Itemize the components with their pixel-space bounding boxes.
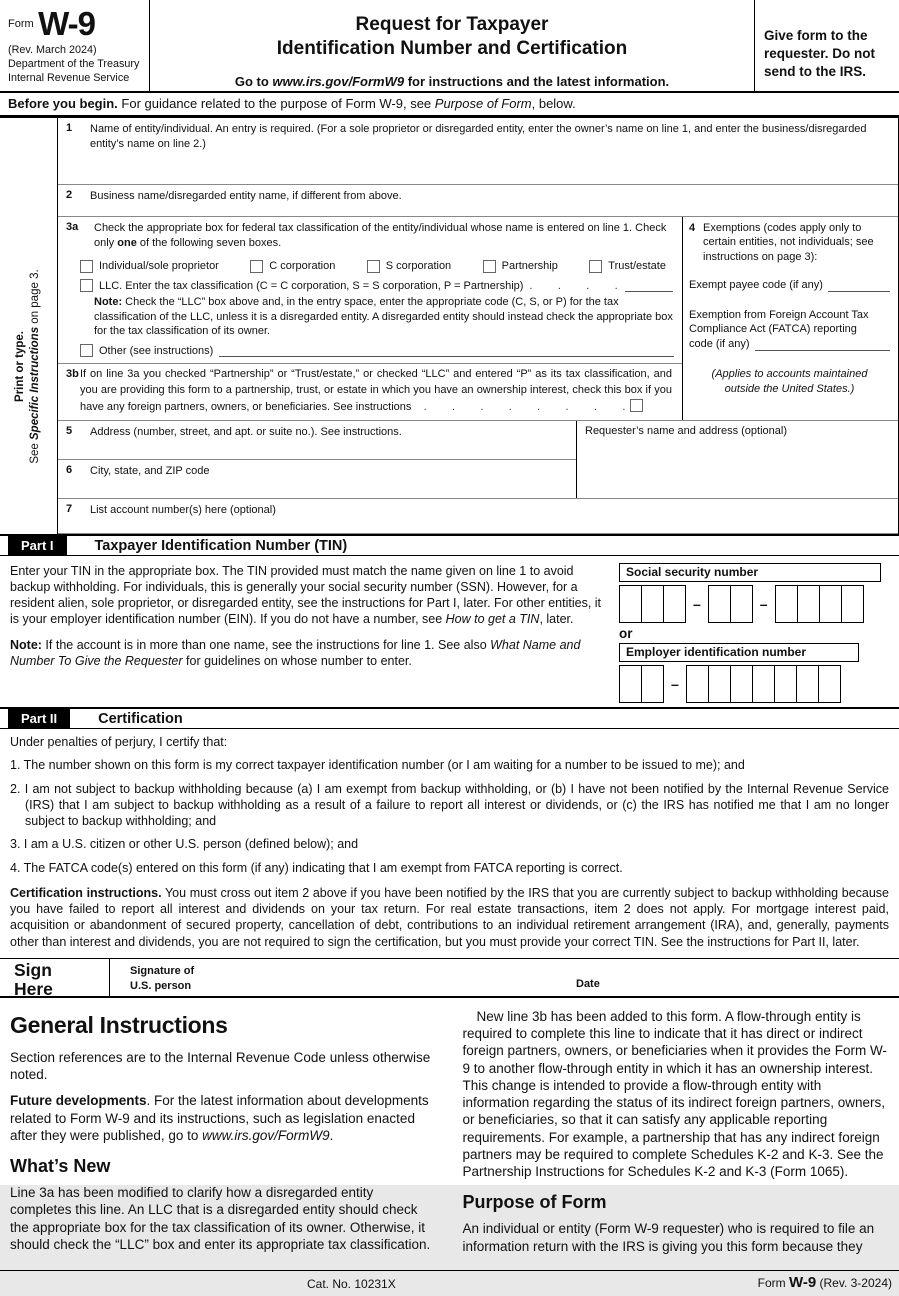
signature-section [0,958,899,998]
ein-cell-2[interactable] [641,665,664,703]
instructions-left-column [10,1008,437,1264]
ein-cell-9[interactable] [818,665,841,703]
option-c-corporation: C corporation [250,260,335,273]
requester-label: Requester’s name and address (optional) [585,425,787,438]
section-references-para: Section references are to the Internal Revenue Code unless otherwise noted. [10,1049,431,1083]
field-row-2 [58,185,898,217]
certification-item-4: 4. The FATCA code(s) entered on this form (if any) indicating that I am exempt from FATCA reporting is correct. [10,860,623,875]
llc-dot-leader: . . . . [529,279,619,292]
line3b-dot-leader: . . . . . . . . [411,401,627,414]
part1-content [0,556,899,707]
ssn-input-row [619,585,895,623]
sidebar-line2: See Specific Instructions on page 3. [29,269,42,464]
catalog-number: Cat. No. 10231X [307,1276,396,1291]
llc-note: Note: Check the “LLC” box above and, in the entry space, enter the appropriate code (C, S, or P) for the tax classification of the LLC, unless it is a disregarded entity. A disregarded entity should instead check the appropriate box for the tax classification of its owner. [94,295,673,338]
ein-cell-6[interactable] [752,665,775,703]
checkbox-partnership[interactable] [483,260,496,273]
tin-instructions: Enter your TIN in the appropriate box. The TIN provided must match the name given on line 1 to avoid backup withholding. For individuals, this is generally your social security number (SSN). However, for a resident alien, sole proprietor, or disregarded entity, see the instructions for Part I, later. For other entities, it is your employer identification number (EIN). If you do not have a number, see How to get a TIN, later. [10,564,602,627]
sidebar-line1: Print or type. [14,331,26,402]
option-other [80,344,674,357]
ssn-cell-4[interactable] [708,585,731,623]
field-row-1 [58,118,898,185]
line2-input[interactable] [98,198,890,214]
department-line2: Internal Revenue Service [8,72,130,85]
exemptions-label: Exemptions (codes apply only to certain entities, not individuals; see instructions on page 3): [703,222,874,263]
ssn-cell-6[interactable] [775,585,798,623]
ein-cell-5[interactable] [730,665,753,703]
fatca-code-entry[interactable] [755,339,890,351]
checkbox-c-corporation[interactable] [250,260,263,273]
sign-here-label: Sign Here [0,959,110,996]
ssn-cell-3[interactable] [663,585,686,623]
requester-box [577,421,898,498]
line3b-label: If on line 3a you checked “Partnership” or “Trust/estate,” or checked “LLC” and entered “P” as its tax classification, and you are providing this form to a partnership, trust, or estate in which you have an ownership interest, check this box if you have any foreign partners, owners, or beneficiaries. See instructions . . . . . . . . [80,368,672,414]
line7-input[interactable] [98,515,890,531]
field-row-7 [58,499,898,534]
line5-number: 5 [66,425,73,438]
line3b-number: 3b [66,368,79,381]
ssn-cell-5[interactable] [730,585,753,623]
instructions-right-column [463,1008,890,1264]
fatca-label-line2: code (if any) [689,337,750,350]
signature-input[interactable] [250,963,560,995]
checkbox-llc[interactable] [80,279,93,292]
ssn-dash-2: – [759,596,768,613]
line3a-label: Check the appropriate box for federal tax classification of the entity/individual whose name is entered on line 1. Check only one of the following seven boxes. [94,222,667,249]
before-you-begin: Before you begin. For guidance related to the purpose of Form W-9, see Purpose of Form, below. [0,93,899,118]
ein-cell-4[interactable] [708,665,731,703]
revision-date: (Rev. March 2024) [8,44,97,56]
ein-cell-3[interactable] [686,665,709,703]
llc-code-entry[interactable] [625,279,673,292]
option-s-corporation: S corporation [367,260,451,273]
other-label: Other (see instructions) [99,345,214,358]
part2-content [0,729,899,958]
form-number: W-9 [38,5,95,42]
certification-item-1: 1. The number shown on this form is my correct taxpayer identification number (or I am waiting for a number to be issued to me); and [10,758,745,773]
form-id-block [0,0,150,91]
page-footer [0,1270,899,1296]
line5-input[interactable] [98,441,568,457]
general-instructions-heading: General Instructions [10,1011,228,1038]
ein-label: Employer identification number [619,643,859,662]
irs-url: www.irs.gov/FormW9 [272,73,405,89]
part2-header [0,707,899,729]
line2-label: Business name/disregarded entity name, if different from above. [90,190,402,202]
field-row-3 [58,217,898,421]
ein-input-row [619,665,895,703]
ein-dash: – [671,676,679,693]
option-partnership: Partnership [483,260,558,273]
part1-header [0,534,899,556]
applies-note: (Applies to accounts maintained outside the United States.) [711,368,868,396]
tin-note: Note: If the account is in more than one name, see the instructions for line 1. See also What Name and Number To Give the Requester for guidelines on whose number to enter. [10,638,581,669]
ssn-cell-8[interactable] [819,585,842,623]
field-3b [58,363,682,420]
ssn-cell-7[interactable] [797,585,820,623]
print-or-type-sidebar [0,118,57,534]
checkbox-foreign-partners[interactable] [630,399,643,412]
form-word: Form [8,18,34,30]
field-row-5 [58,421,576,460]
date-label: Date [576,977,600,990]
llc-label: LLC. Enter the tax classification (C = C corporation, S = S corporation, P = Partnership) [99,279,524,292]
line4-number: 4 [689,222,696,234]
line6-input[interactable] [98,480,568,496]
checkbox-trust-estate[interactable] [589,260,602,273]
certification-intro: Under penalties of perjury, I certify that: [10,735,228,750]
certification-instructions: Certification instructions. You must cross out item 2 above if you have been notified by the IRS that you are currently subject to backup withholding because you have failed to report all interest and dividends on your tax return. For real estate transactions, item 2 does not apply. For mortgage interest paid, acquisition or abandonment of secured property, cancellation of debt, contributions to an individual retirement arrangement (IRA), and, generally, payments other than interest and dividends, you are not required to sign the certification, but you must provide your correct TIN. See the instructions for Part II, later. [10,885,889,949]
field-4-exemptions [683,217,898,420]
certification-item-3: 3. I am a U.S. citizen or other U.S. person (defined below); and [10,837,359,852]
ssn-cell-2[interactable] [641,585,664,623]
form-title-block [150,0,755,91]
part1-title: Taxpayer Identification Number (TIN) [94,537,348,554]
ssn-cell-9[interactable] [841,585,864,623]
whats-new-para: Line 3a has been modified to clarify how a disregarded entity completes this line. An LLC that is a disregarded entity should check the appropriate box for the tax classification of its owner. Otherwise, it should check the “LLC” box and enter its appropriate tax classification. [10,1185,431,1252]
line3a-number: 3a [66,221,79,233]
form-title: Request for Taxpayer Identification Number and Certification [276,14,628,60]
whats-new-heading: What’s New [10,1156,111,1177]
exempt-payee-entry[interactable] [828,280,890,292]
ein-cell-7[interactable] [774,665,797,703]
option-trust-estate: Trust/estate [589,260,666,273]
option-llc [80,279,674,292]
fatca-label-line1: Exemption from Foreign Account Tax Compliance Act (FATCA) reporting [689,309,869,336]
other-entry[interactable] [219,344,674,357]
line2-number: 2 [66,189,73,201]
part1-badge: Part I [8,536,67,556]
give-form-note: Give form to the requester. Do not send to the IRS. [764,28,876,79]
or-text: or [619,626,633,642]
tin-boxes [619,563,895,703]
part2-badge: Part II [8,709,70,729]
line7-label: List account number(s) here (optional) [90,504,276,517]
checkbox-individual-sole-proprietor[interactable] [80,260,93,273]
general-instructions-section [0,998,899,1264]
footer-form-id: Form W-9 (Rev. 3-2024) [757,1273,892,1291]
line1-number: 1 [66,122,73,134]
form-fields-section [0,118,899,534]
purpose-of-form-para: An individual or entity (Form W-9 requester) who is required to file an information return with the IRS is giving you this form because they [462,1221,875,1254]
purpose-of-form-heading: Purpose of Form [462,1192,607,1213]
line6-label: City, state, and ZIP code [90,465,210,478]
ssn-dash-1: – [693,596,701,613]
department-line1: Department of the Treasury [8,58,140,71]
signature-of-label: Signature of U.S. person [130,964,195,992]
tax-classification-options [80,260,666,273]
goto-instructions: Go to www.irs.gov/FormW9 for instructions and the latest information. [234,73,670,89]
line5-label: Address (number, street, and apt. or suite no.). See instructions. [90,426,402,439]
certification-item-2: 2. I am not subject to backup withholding because (a) I am exempt from backup withholding, or (b) I have not been notified by the Internal Revenue Service (IRS) that I am subject to backup withholding as a result of a failure to report all interest or dividends, or (c) the IRS has notified me that I am no longer subject to backup withholding; and [10,781,889,829]
line1-label: Name of entity/individual. An entry is required. (For a sole proprietor or disregarded entity, enter the owner’s name on line 1, and enter the business/disregarded entity’s name on line 2.) [90,123,867,150]
line7-number: 7 [66,503,73,516]
future-developments-para: Future developments. For the latest information about developments related to Form W-9 and its instructions, such as legislation enacted after they were published, go to www.irs.gov/FormW9. [10,1093,429,1143]
requester-input[interactable] [585,441,890,494]
ein-cell-8[interactable] [796,665,819,703]
form-header [0,0,899,93]
checkbox-other[interactable] [80,344,93,357]
new-line-3b-para: New line 3b has been added to this form. A flow-through entity is required to complete this line to indicate that it has direct or indirect foreign partners, owners, or beneficiaries when it provides the Form W-9 to another flow-through entity in which it has an ownership interest. This change is intended to provide a flow-through entity with information regarding the status of its indirect foreign partners, owners, or beneficiaries, so that it can satisfy any applicable reporting requirements. For example, a partnership that has any indirect foreign partners may be required to complete Schedules K-2 and K-3. See the Partnership Instructions for Schedules K-2 and K-3 (Form 1065). [462,1008,887,1180]
date-input[interactable] [625,963,885,995]
field-3a [58,217,682,363]
line1-input[interactable] [98,166,890,182]
exempt-payee-label: Exempt payee code (if any) [689,278,823,291]
field-row-6 [58,460,576,498]
part2-title: Certification [98,710,183,727]
option-individual: Individual/sole proprietor [80,260,219,273]
line6-number: 6 [66,464,73,477]
ssn-cell-1[interactable] [619,585,642,623]
ssn-label: Social security number [619,563,881,582]
ein-cell-1[interactable] [619,665,642,703]
checkbox-s-corporation[interactable] [367,260,380,273]
